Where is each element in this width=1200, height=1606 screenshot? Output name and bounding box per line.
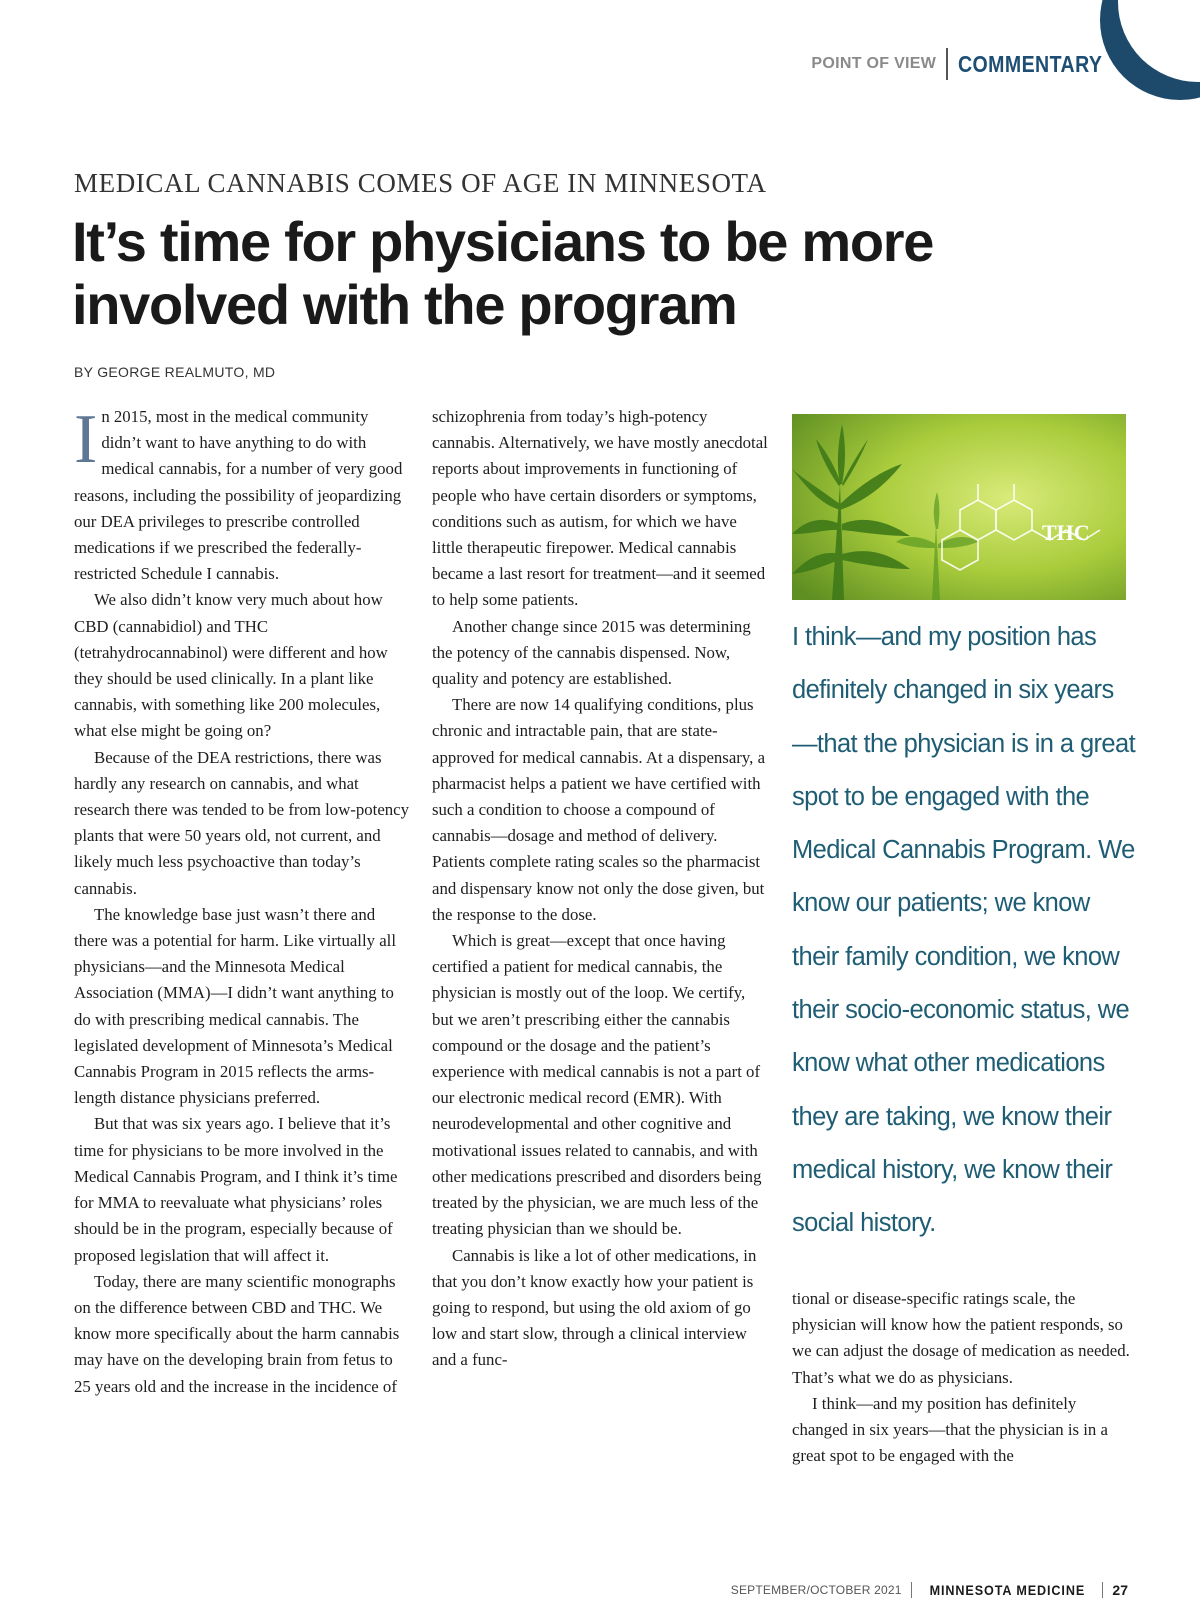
section-header [811, 48, 1128, 80]
body-paragraph: Which is great—except that once having certified a patient for medical cannabis, the physician is mostly out of the loop. We certify, but we aren’t prescribing either the cannabis compound or the dosage and the patient’s experience with medical cannabis is not a part of our electronic medical record (EMR). With neurodevelopmental and other cognitive and motivational issues related to cannabis, and with other medications prescribed and disorders being treated by the physician, we are much less of the treating physician than we should be. [432, 931, 762, 1239]
body-column-3 [792, 1286, 1130, 1469]
article-byline: BY GEORGE REALMUTO, MD [74, 364, 276, 380]
footer-divider [911, 1582, 912, 1598]
body-paragraph: schizophrenia from today’s high-potency cannabis. Alternatively, we have mostly anecdotal reports about improvements in functioning of people who have certain disorders or symptoms, conditions such as autism, for which we have little therapeutic firepower. Medical cannabis became a last resort for treatment—and it seemed to help some patients. [432, 407, 768, 610]
issue-date: SEPTEMBER/OCTOBER 2021 [730, 1583, 902, 1597]
body-paragraph: tional or disease-specific ratings scale, the physician will know how the patient responds, so we can adjust the dosage of medication as needed. That’s what we do as physicians. [792, 1289, 1130, 1387]
body-paragraph: I think—and my position has definitely changed in six years—that the physician is in a great spot to be engaged with the [792, 1393, 1108, 1466]
article-headline: It’s time for physicians to be more involved with the program [72, 210, 934, 336]
cannabis-thc-image [792, 414, 1126, 600]
pull-quote: I think—and my position has definitely changed in six years—that the physician is in a great spot to be engaged with the Medical Cannabis Program. We know our patients; we know their family condition, we know their socio-economic status, we know what other medications they are taking, we know their medical history, we know their social history. [792, 623, 1136, 1238]
body-paragraph: Because of the DEA restrictions, there was hardly any research on cannabis, and what research there was tended to be from low-potency plants that were 50 years old, not current, and likely much less psychoactive than today’s cannabis. [74, 747, 410, 898]
body-paragraph: In 2015, most in the medical community didn’t want to have anything to do with medical cannabis, for a number of very good reasons, including the possibility of jeopardizing our DEA privileges to prescribe controlled medications if we prescribed the federally-restricted Schedule I cannabis. [74, 401, 403, 584]
magazine-name: MINNESOTA MEDICINE [929, 1582, 1085, 1598]
body-paragraph: We also didn’t know very much about how CBD (cannabidiol) and THC (tetrahydrocannabinol) were different and how they should be used clinically. In a plant like cannabis, with something like 200 molecules, what else might be going on? [74, 590, 388, 741]
article-kicker: MEDICAL CANNABIS COMES OF AGE IN MINNESOTA [74, 168, 767, 198]
section-divider [946, 48, 948, 80]
footer-divider [1102, 1582, 1103, 1598]
body-column-2 [432, 404, 770, 1374]
page-number: 27 [1112, 1582, 1128, 1598]
page-footer [731, 1582, 1128, 1598]
body-paragraph: Today, there are many scientific monographs on the difference between CBD and THC. We know more specifically about the harm cannabis may have on the developing brain from fetus to 25 years old and the increase in the incidence of [74, 1271, 400, 1396]
body-paragraph: Another change since 2015 was determining the potency of the cannabis dispensed. Now, quality and potency are established. [432, 616, 751, 689]
section-label: POINT OF VIEW [811, 55, 937, 72]
thc-label: THC [1042, 520, 1090, 545]
drop-cap: I [74, 401, 98, 478]
body-column-1 [74, 401, 412, 1400]
body-paragraph: There are now 14 qualifying conditions, plus chronic and intractable pain, that are state-approved for medical cannabis. At a dispensary, a pharmacist helps a patient we have certified with such a condition to choose a compound of cannabis—dosage and method of delivery. Patients complete rating scales so the pharmacist and dispensary know not only the dose given, but the response to the dose. [432, 695, 766, 924]
body-paragraph: The knowledge base just wasn’t there and there was a potential for harm. Like virtually all physicians—and the Minnesota Medical Association (MMA)—I didn’t want anything to do with prescribing medical cannabis. The legislated development of Minnesota’s Medical Cannabis Program in 2015 reflects the arms-length distance physicians preferred. [74, 904, 396, 1108]
body-paragraph: But that was six years ago. I believe that it’s time for physicians to be more involved in the Medical Cannabis Program, and I think it’s time for MMA to reevaluate what physicians’ roles should be in the program, especially because of proposed legislation that will affect it. [74, 1114, 398, 1265]
section-category: COMMENTARY [958, 50, 1103, 77]
body-paragraph: Cannabis is like a lot of other medications, in that you don’t know exactly how your patient is going to respond, but using the old axiom of go low and start slow, through a clinical interview and a func- [432, 1245, 757, 1370]
